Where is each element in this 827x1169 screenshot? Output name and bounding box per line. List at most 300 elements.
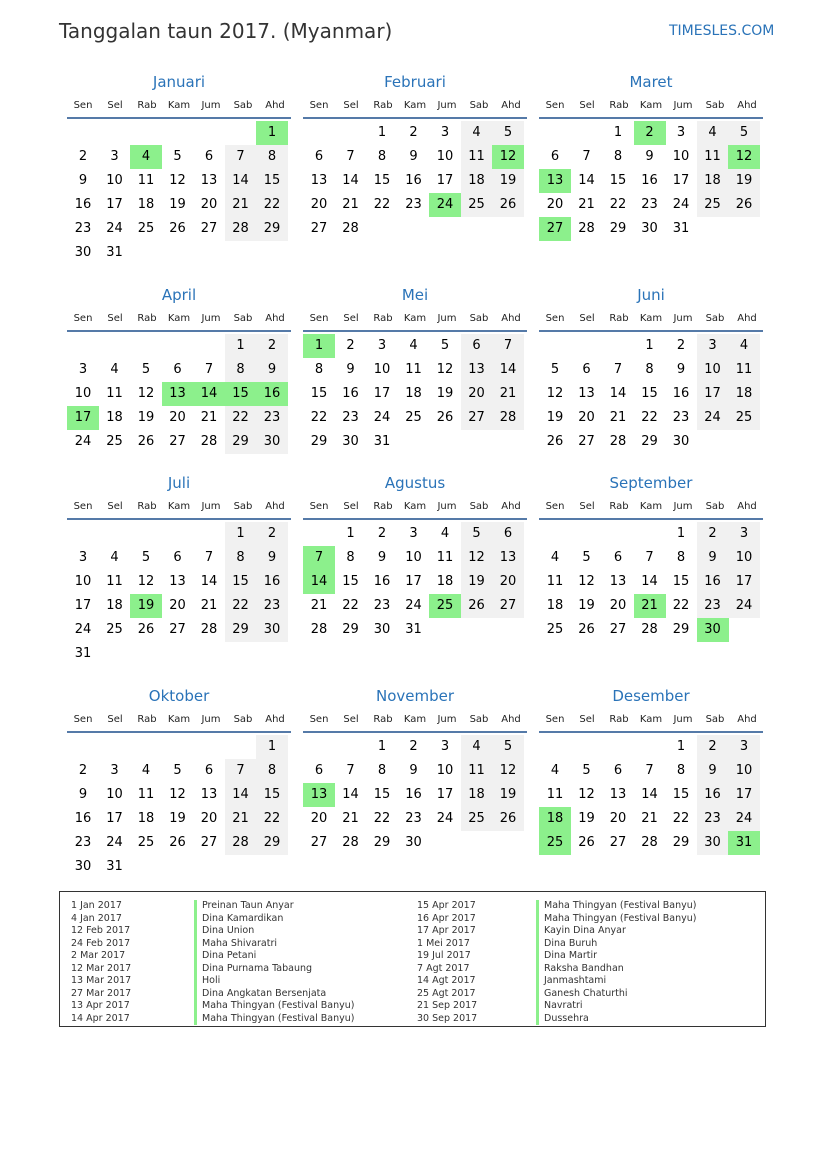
day-cell: 2 (697, 522, 729, 546)
day-cell: 1 (346, 526, 355, 541)
day-cell: 13 (609, 574, 627, 589)
weekday-label: Kam (167, 714, 191, 725)
weekday-label: Rab (609, 313, 629, 324)
day-cell: 17 (106, 197, 123, 212)
day-cell: 13 (609, 787, 627, 802)
weekday-label: Ahd (265, 501, 285, 512)
day-cell: 23 (74, 221, 92, 236)
day-cell: 20 (200, 197, 218, 212)
day-cell: 14 (200, 574, 218, 589)
holiday-date: 1 Jan 2017 (71, 900, 122, 911)
day-cell: 20 (169, 598, 186, 613)
holiday-date: 15 Apr 2017 (417, 900, 476, 911)
day-cell: 17 (436, 787, 454, 802)
month-name: Oktober (148, 687, 210, 705)
weekday-label: Sab (705, 100, 725, 111)
weekday-header (303, 308, 527, 332)
day-cell: 14 (641, 787, 658, 802)
day-cell: 16 (74, 811, 92, 826)
weekday-label: Sen (545, 501, 565, 512)
day-cell: 7 (225, 759, 257, 783)
day-cell: 14 (578, 173, 595, 188)
day-cell: 28 (200, 434, 218, 449)
day-cell: 2 (256, 334, 288, 358)
month-10 (303, 685, 527, 877)
day-cell: 18 (728, 382, 760, 406)
day-cell: 3 (110, 149, 119, 164)
day-cell: 11 (106, 574, 123, 589)
day-cell: 17 (672, 173, 690, 188)
day-cell: 7 (204, 550, 214, 565)
weekday-label: Sen (545, 100, 565, 111)
day-cell: 5 (141, 550, 151, 565)
holiday-name: Dina Petani (202, 950, 257, 961)
day-cell: 13 (310, 173, 328, 188)
day-cell: 17 (728, 783, 760, 807)
day-cell: 8 (314, 362, 324, 377)
day-cell: 5 (582, 763, 591, 778)
day-cell: 18 (461, 169, 493, 193)
holiday-name: Maha Thingyan (Festival Banyu) (202, 1012, 355, 1024)
day-cell: 19 (130, 594, 162, 618)
weekday-label: Sen (73, 714, 93, 725)
day-cell: 28 (310, 622, 328, 637)
day-cell: 12 (137, 574, 155, 589)
holiday-date: 17 Apr 2017 (417, 925, 476, 936)
day-cell: 15 (256, 169, 288, 193)
day-cell: 18 (137, 197, 155, 212)
day-cell: 10 (728, 759, 760, 783)
day-cell: 4 (728, 334, 760, 358)
day-cell: 17 (373, 386, 391, 401)
day-cell: 21 (225, 193, 257, 217)
holiday-name: Raksha Bandhan (544, 962, 624, 974)
month-2 (539, 71, 763, 263)
weekday-label: Jum (437, 501, 457, 512)
day-cell: 2 (78, 763, 88, 778)
day-cell: 12 (169, 787, 186, 802)
day-cell: 13 (162, 382, 194, 406)
day-cell: 24 (728, 594, 760, 618)
weekday-label: Sab (469, 100, 489, 111)
day-cell: 26 (137, 622, 155, 637)
day-cell: 2 (256, 522, 288, 546)
day-cell: 15 (373, 787, 391, 802)
day-cell: 30 (697, 831, 729, 855)
day-cell: 24 (672, 197, 690, 212)
weekday-header (303, 709, 527, 733)
day-cell: 10 (405, 550, 422, 565)
day-cell: 4 (130, 145, 162, 169)
day-cell: 29 (225, 430, 257, 454)
month-name: Juli (167, 474, 191, 492)
day-cell: 6 (461, 334, 493, 358)
day-cell: 18 (539, 807, 571, 831)
day-cell: 5 (492, 735, 524, 759)
month-name: November (375, 687, 455, 705)
day-cell: 14 (641, 574, 658, 589)
day-cell: 10 (672, 149, 690, 164)
day-cell: 12 (436, 362, 454, 377)
day-cell: 25 (697, 193, 729, 217)
day-cell: 15 (609, 173, 627, 188)
day-cell: 16 (74, 197, 92, 212)
day-cell: 26 (492, 193, 524, 217)
day-cell: 19 (546, 410, 564, 425)
day-cell: 22 (225, 594, 257, 618)
day-cell: 8 (256, 145, 288, 169)
holiday-name: Janmashtami (544, 975, 607, 986)
day-cell: 22 (256, 807, 288, 831)
day-cell: 9 (346, 362, 355, 377)
day-cell: 1 (256, 735, 288, 759)
weekday-label: Kam (639, 714, 663, 725)
day-cell: 25 (405, 410, 422, 425)
holiday-name: Preinan Taun Anyar (202, 900, 294, 911)
day-cell: 17 (405, 574, 422, 589)
day-cell: 3 (697, 334, 729, 358)
holiday-name: Dina Martir (544, 950, 598, 961)
weekday-label: Kam (167, 313, 191, 324)
day-cell: 21 (200, 598, 218, 613)
day-cell: 21 (492, 382, 524, 406)
day-cell: 15 (641, 386, 658, 401)
day-cell: 23 (256, 594, 288, 618)
day-cell: 21 (225, 807, 257, 831)
days-grid (303, 332, 527, 476)
day-cell: 10 (728, 546, 760, 570)
day-cell: 13 (492, 546, 524, 570)
month-name: Januari (152, 73, 206, 91)
day-cell: 19 (492, 783, 524, 807)
day-cell: 31 (74, 646, 92, 661)
day-cell: 19 (578, 811, 595, 826)
day-cell: 31 (373, 434, 391, 449)
holiday-date: 25 Agt 2017 (417, 987, 476, 999)
holiday-name: Kayin Dina Anyar (544, 925, 626, 936)
weekday-label: Rab (609, 501, 629, 512)
weekday-label: Kam (403, 100, 427, 111)
weekday-label: Sel (579, 313, 595, 324)
day-cell: 15 (342, 574, 359, 589)
month-5 (539, 284, 763, 476)
day-cell: 1 (377, 739, 387, 754)
weekday-label: Sel (579, 100, 595, 111)
day-cell: 20 (310, 811, 328, 826)
day-cell: 16 (405, 787, 422, 802)
weekday-label: Kam (403, 714, 427, 725)
day-cell: 2 (634, 121, 666, 145)
day-cell: 9 (377, 550, 387, 565)
weekday-label: Sel (343, 501, 359, 512)
day-cell: 6 (314, 149, 324, 164)
day-cell: 20 (200, 811, 218, 826)
day-cell: 26 (546, 434, 564, 449)
day-cell: 27 (200, 221, 218, 236)
day-cell: 10 (106, 787, 123, 802)
day-cell: 25 (429, 594, 461, 618)
day-cell: 27 (609, 835, 627, 850)
day-cell: 17 (436, 173, 454, 188)
day-cell: 8 (346, 550, 355, 565)
day-cell: 24 (728, 807, 760, 831)
holiday-list (59, 891, 766, 1027)
holiday-date: 27 Mar 2017 (71, 987, 132, 999)
weekday-label: Rab (137, 313, 157, 324)
day-cell: 4 (409, 338, 418, 353)
holiday-dates-col-2 (417, 900, 477, 1025)
day-cell: 20 (310, 197, 328, 212)
day-cell: 14 (342, 173, 359, 188)
day-cell: 7 (613, 362, 623, 377)
day-cell: 3 (728, 522, 760, 546)
day-cell: 22 (342, 598, 359, 613)
weekday-header (303, 496, 527, 520)
day-cell: 4 (110, 550, 119, 565)
day-cell: 30 (256, 618, 288, 642)
day-cell: 18 (137, 811, 155, 826)
day-cell: 26 (169, 221, 186, 236)
day-cell: 3 (377, 338, 387, 353)
day-cell: 1 (377, 125, 387, 140)
day-cell: 19 (169, 811, 186, 826)
day-cell: 3 (110, 763, 119, 778)
weekday-label: Ahd (737, 501, 757, 512)
weekday-label: Sab (469, 313, 489, 324)
day-cell: 22 (641, 410, 658, 425)
weekday-header (67, 95, 291, 119)
day-cell: 9 (256, 546, 288, 570)
holiday-name: Dina Union (202, 925, 255, 936)
weekday-label: Ahd (501, 501, 521, 512)
holiday-date: 7 Agt 2017 (417, 962, 470, 974)
day-cell: 30 (672, 434, 690, 449)
weekday-label: Jum (201, 313, 221, 324)
holiday-name: Maha Thingyan (Festival Banyu) (544, 900, 697, 911)
day-cell: 26 (436, 410, 454, 425)
weekday-label: Sel (343, 100, 359, 111)
day-cell: 12 (137, 386, 155, 401)
weekday-label: Jum (673, 100, 693, 111)
day-cell: 13 (539, 169, 571, 193)
day-cell: 12 (492, 145, 524, 169)
day-cell: 11 (106, 386, 123, 401)
day-cell: 10 (74, 386, 92, 401)
day-cell: 30 (697, 618, 729, 642)
weekday-label: Rab (137, 714, 157, 725)
weekday-label: Sen (309, 100, 329, 111)
day-cell: 29 (641, 434, 658, 449)
month-3 (67, 284, 291, 476)
month-8 (539, 472, 763, 664)
day-cell: 7 (303, 546, 335, 570)
day-cell: 24 (429, 193, 461, 217)
day-cell: 25 (546, 622, 564, 637)
day-cell: 2 (697, 735, 729, 759)
day-cell: 3 (440, 125, 450, 140)
day-cell: 1 (676, 526, 686, 541)
weekday-label: Kam (167, 501, 191, 512)
day-cell: 11 (461, 145, 493, 169)
holiday-date: 30 Sep 2017 (417, 1012, 478, 1024)
day-cell: 6 (613, 763, 623, 778)
day-cell: 25 (461, 193, 493, 217)
brand-link[interactable]: TIMESLES.COM (669, 23, 775, 39)
day-cell: 10 (373, 362, 391, 377)
day-cell: 19 (461, 570, 493, 594)
day-cell: 9 (697, 546, 729, 570)
month-1 (303, 71, 527, 263)
day-cell: 24 (106, 835, 123, 850)
day-cell: 5 (141, 362, 151, 377)
day-cell: 20 (609, 811, 627, 826)
holiday-name: Dina Angkatan Bersenjata (202, 987, 327, 999)
day-cell: 26 (578, 622, 595, 637)
weekday-label: Sab (705, 714, 725, 725)
holiday-name: Dussehra (544, 1012, 589, 1024)
day-cell: 15 (310, 386, 328, 401)
weekday-label: Rab (373, 313, 393, 324)
day-cell: 4 (550, 763, 560, 778)
day-cell: 23 (373, 598, 391, 613)
days-grid (539, 119, 763, 263)
day-cell: 4 (461, 121, 493, 145)
day-cell: 7 (645, 763, 654, 778)
day-cell: 29 (256, 217, 288, 241)
day-cell: 22 (373, 197, 391, 212)
day-cell: 9 (78, 173, 88, 188)
weekday-label: Rab (137, 501, 157, 512)
weekday-label: Ahd (265, 100, 285, 111)
day-cell: 18 (436, 574, 454, 589)
day-cell: 2 (346, 338, 355, 353)
holiday-date: 13 Mar 2017 (71, 975, 132, 986)
weekday-label: Sel (579, 501, 595, 512)
day-cell: 25 (539, 831, 571, 855)
holiday-date: 1 Mei 2017 (417, 937, 470, 949)
day-cell: 4 (440, 526, 450, 541)
day-cell: 30 (641, 221, 658, 236)
weekday-label: Sen (309, 714, 329, 725)
weekday-header (539, 95, 763, 119)
holiday-date: 24 Feb 2017 (71, 937, 131, 949)
day-cell: 4 (697, 121, 729, 145)
day-cell: 10 (436, 763, 454, 778)
day-cell: 6 (492, 522, 524, 546)
day-cell: 24 (697, 406, 729, 430)
day-cell: 21 (200, 410, 218, 425)
day-cell: 7 (492, 334, 524, 358)
days-grid (539, 733, 763, 877)
day-cell: 3 (676, 125, 686, 140)
day-cell: 12 (578, 574, 595, 589)
weekday-label: Rab (137, 100, 157, 111)
weekday-label: Sen (309, 501, 329, 512)
day-cell: 10 (106, 173, 123, 188)
day-cell: 5 (582, 550, 591, 565)
day-cell: 30 (74, 245, 92, 260)
day-cell: 16 (405, 173, 422, 188)
holiday-date: 13 Apr 2017 (71, 1000, 130, 1011)
weekday-label: Ahd (265, 313, 285, 324)
weekday-label: Sel (107, 313, 123, 324)
day-cell: 4 (461, 735, 493, 759)
weekday-label: Jum (201, 714, 221, 725)
day-cell: 11 (546, 574, 564, 589)
day-cell: 1 (225, 522, 257, 546)
holiday-name: Maha Thingyan (Festival Banyu) (202, 1000, 355, 1011)
month-name: Juni (637, 286, 665, 304)
day-cell: 26 (728, 193, 760, 217)
day-cell: 2 (377, 526, 387, 541)
day-cell: 28 (578, 221, 595, 236)
day-cell: 11 (461, 759, 493, 783)
day-cell: 30 (256, 430, 288, 454)
day-cell: 31 (728, 831, 760, 855)
day-cell: 10 (74, 574, 92, 589)
day-cell: 6 (550, 149, 560, 164)
day-cell: 31 (106, 859, 123, 874)
day-cell: 13 (303, 783, 335, 807)
day-cell: 25 (137, 835, 155, 850)
weekday-label: Rab (373, 100, 393, 111)
weekday-label: Sab (233, 501, 253, 512)
day-cell: 5 (492, 121, 524, 145)
page-title: Tanggalan taun 2017. (Myanmar) (59, 19, 393, 43)
weekday-label: Sel (107, 501, 123, 512)
day-cell: 13 (169, 574, 186, 589)
day-cell: 18 (106, 598, 123, 613)
day-cell: 10 (436, 149, 454, 164)
day-cell: 15 (225, 570, 257, 594)
day-cell: 28 (641, 835, 658, 850)
day-cell: 11 (137, 173, 155, 188)
day-cell: 5 (173, 149, 182, 164)
day-cell: 6 (173, 550, 182, 565)
day-cell: 6 (582, 362, 591, 377)
days-grid (539, 520, 763, 664)
day-cell: 19 (492, 169, 524, 193)
day-cell: 28 (225, 831, 257, 855)
day-cell: 29 (342, 622, 359, 637)
day-cell: 1 (645, 338, 654, 353)
day-cell: 28 (609, 434, 627, 449)
day-cell: 1 (256, 121, 288, 145)
day-cell: 7 (225, 145, 257, 169)
day-cell: 17 (697, 382, 729, 406)
month-name: Maret (629, 73, 673, 91)
holiday-date: 12 Feb 2017 (71, 925, 131, 936)
day-cell: 12 (169, 173, 186, 188)
days-grid (303, 520, 527, 664)
weekday-header (67, 496, 291, 520)
day-cell: 26 (578, 835, 595, 850)
weekday-label: Sab (233, 313, 253, 324)
day-cell: 15 (373, 173, 391, 188)
day-cell: 5 (550, 362, 560, 377)
day-cell: 20 (578, 410, 595, 425)
day-cell: 21 (641, 811, 658, 826)
day-cell: 22 (310, 410, 328, 425)
month-6 (67, 472, 291, 664)
day-cell: 14 (609, 386, 627, 401)
days-grid (303, 733, 527, 877)
holiday-name: Navratri (544, 1000, 583, 1011)
weekday-label: Jum (437, 100, 457, 111)
day-cell: 14 (225, 169, 257, 193)
day-cell: 11 (405, 362, 422, 377)
day-cell: 25 (106, 434, 123, 449)
